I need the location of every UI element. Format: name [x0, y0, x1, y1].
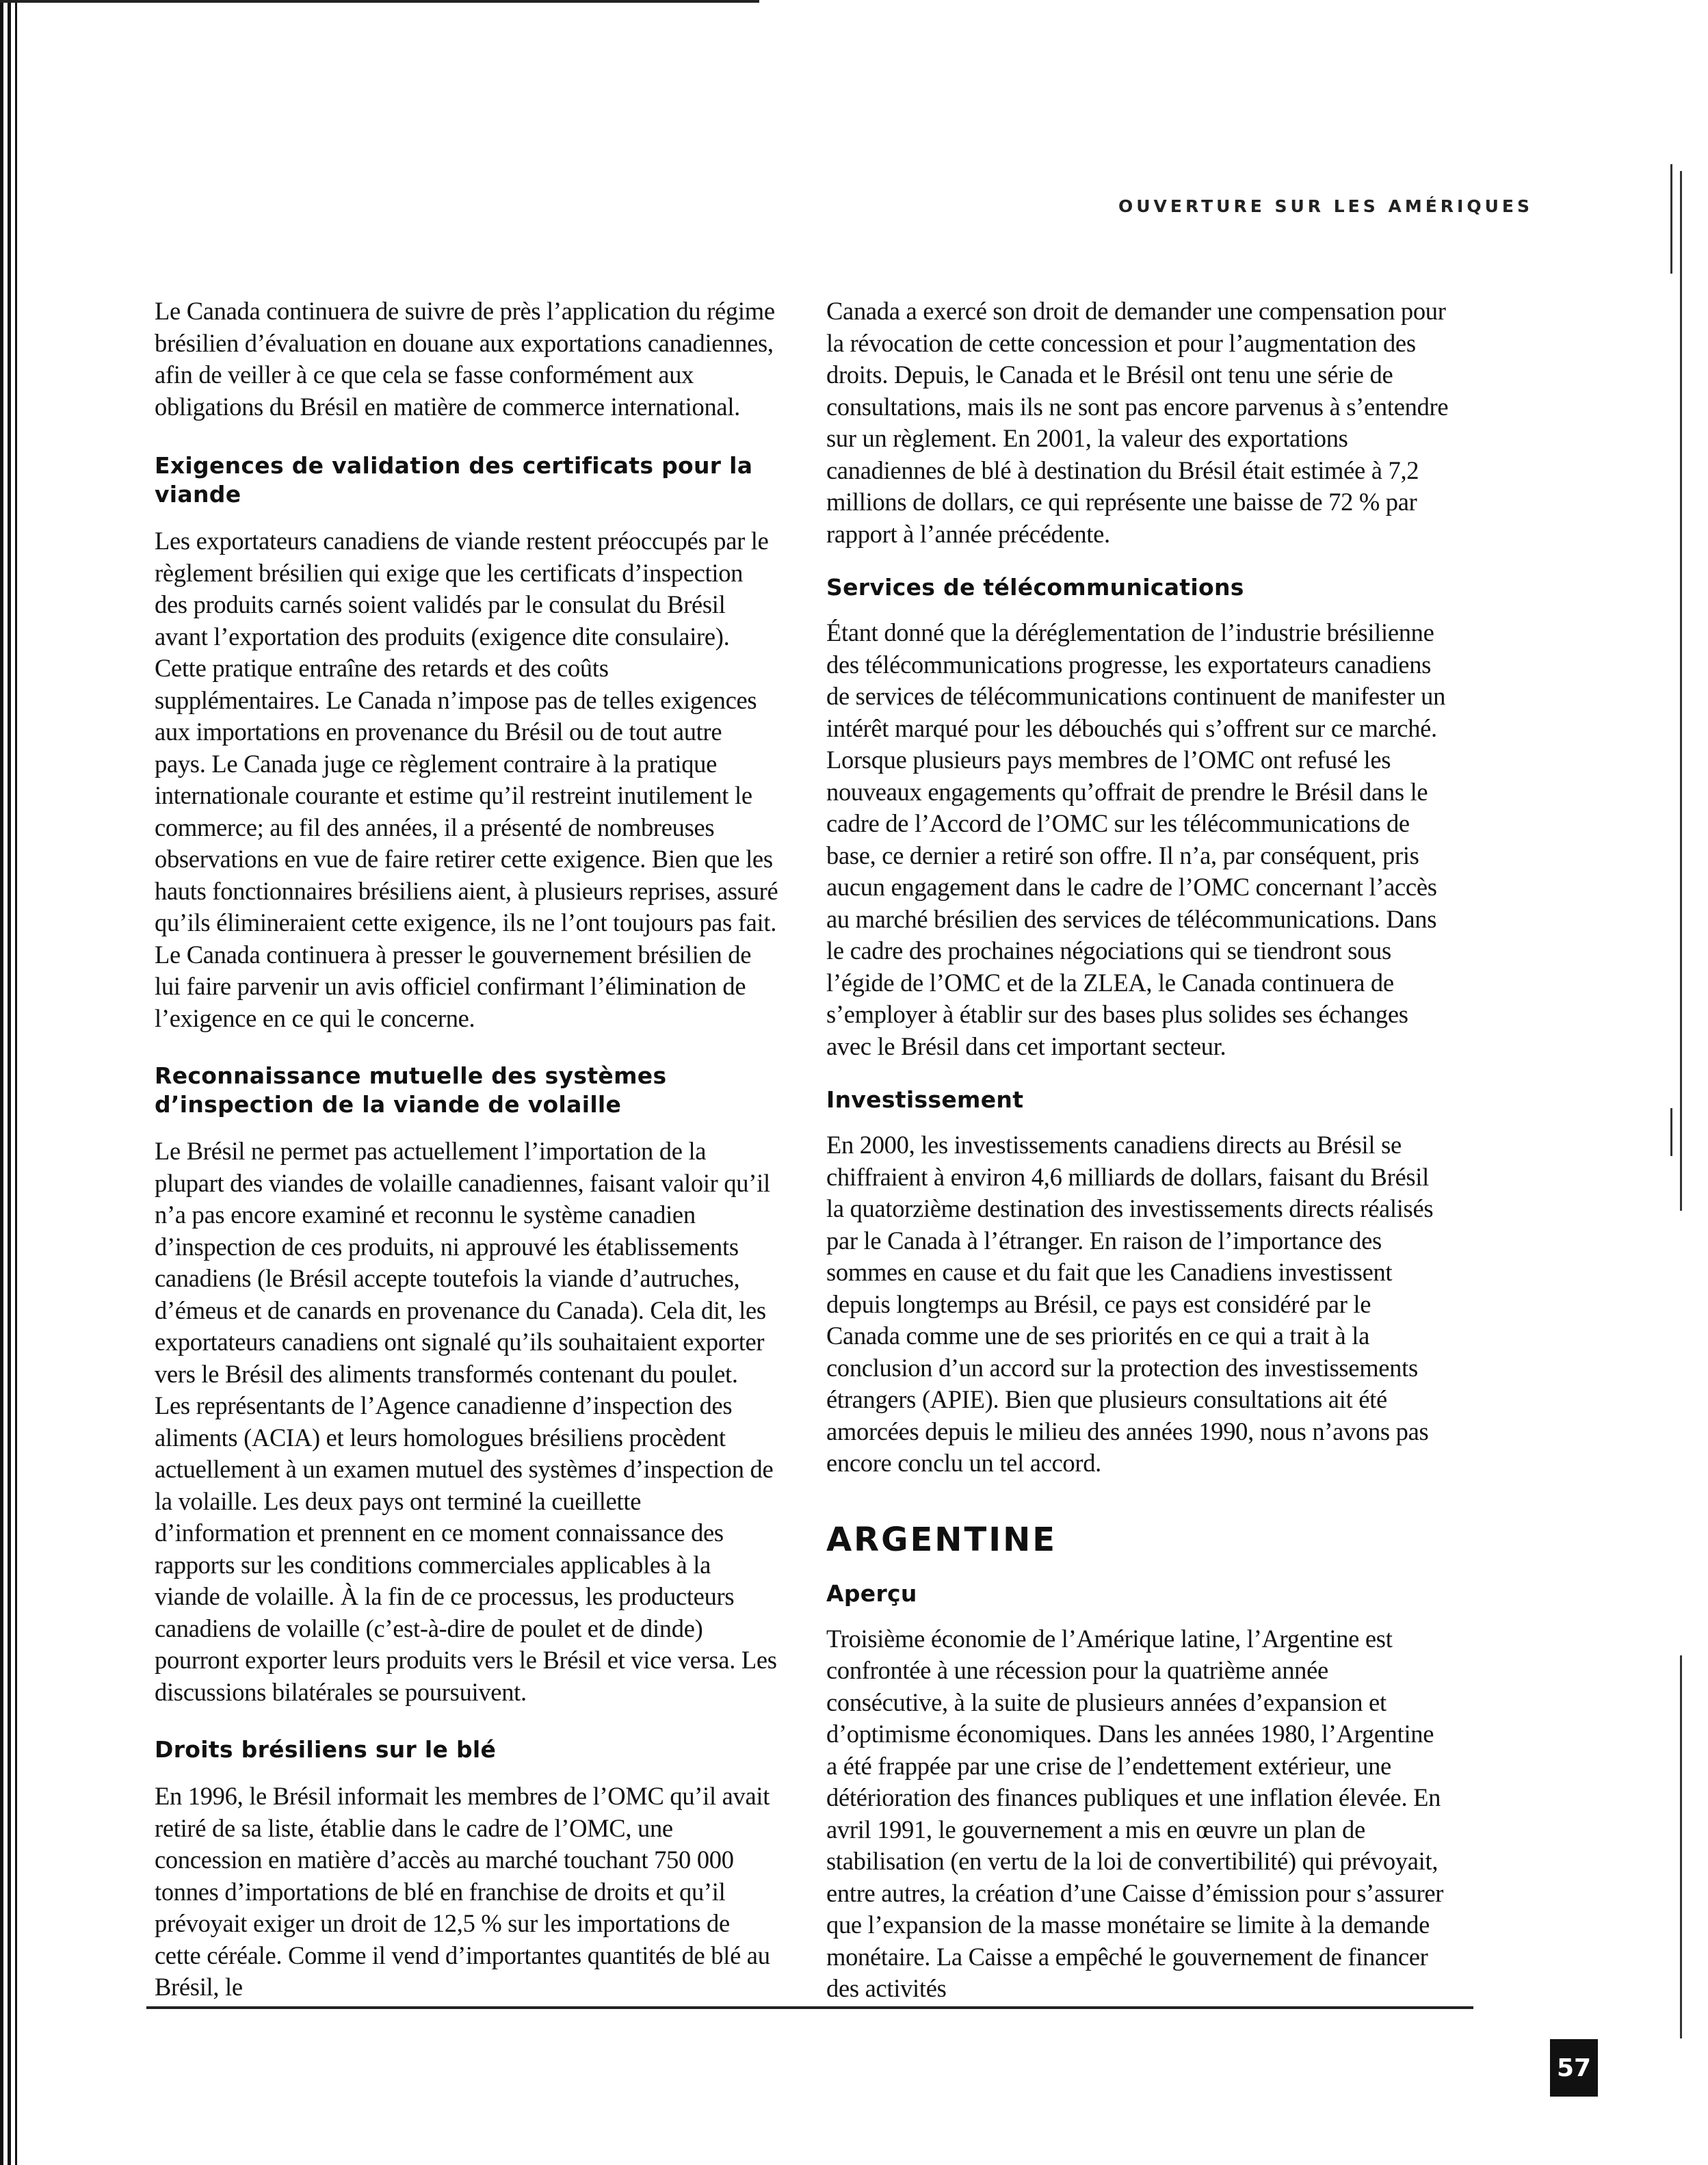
- heading-apercu: Aperçu: [826, 1579, 917, 1607]
- paragraph-apercu: Troisième économie de l’Amérique latine, l’Argentine est confrontée à une récession pour la quatrième année consécutive, à la suite de plusieurs années d’expansion et d’optimisme économiques. Dans les années 1980, l’Argentine a été frappée par une crise de l’endettement extérieur, une détérioration des finances publiques et une inflation élevée. En avril 1991, le gouvernement a mis en œuvre un plan de stabilisation (en vertu de la loi de convertibilité) qui prévoyait, entre autres, la création d’une Caisse d’émission pour s’assurer que l’expansion de la masse monétaire se limite à la demande monétaire. La Caisse a empêché le gouvernement de financer des activités: [826, 1624, 1444, 2002]
- running-head: OUVERTURE SUR LES AMÉRIQUES: [1118, 196, 1533, 216]
- heading-droits-ble: Droits brésiliens sur le blé: [155, 1736, 497, 1763]
- paragraph-droits-ble-suite: Canada a exercé son droit de demander une compensation pour la révocation de cette concession et pour l’augmentation des droits. Depuis, le Canada et le Brésil ont tenu une série de consultations, mais ils ne sont pas encore parvenus à s’entendre sur un règlement. En 2001, la valeur des exportations canadiennes de blé à destination du Brésil était estimée à 7,2 millions de dollars, ce qui représente une baisse de 72 % par rapport à l’année précédente.: [826, 297, 1449, 548]
- footer-rule: [146, 2006, 1473, 2009]
- paragraph-telecommunications: Étant donné que la déréglementation de l’industrie brésilienne des télécommunications progresse, les exportateurs canadiens de services de télécommunications continuent de manifester un intérêt marqué pour les débouchés qui s’offrent sur ce marché. Lorsque plusieurs pays membres de l’OMC ont refusé les nouveaux engagements qu’offrait de prendre le Brésil dans le cadre de l’Accord de l’OMC sur les télécommunications de base, ce dernier a retiré son offre. Il n’a, par conséquent, pris aucun engagement dans le cadre de l’OMC concernant l’accès au marché brésilien des services de télécommunications. Dans le cadre des prochaines négociations qui se tiendront sous l’égide de l’OMC et de la ZLEA, le Canada continuera de s’employer à établir sur des bases plus solides ses échanges avec le Brésil dans cet important secteur.: [826, 618, 1446, 1060]
- heading-certificats-viande: Exigences de validation des certificats pour la viande: [155, 452, 753, 508]
- heading-telecommunications: Services de télécommunications: [826, 574, 1244, 601]
- left-column: [155, 296, 778, 2004]
- paragraph-investissement: En 2000, les investissements canadiens directs au Brésil se chiffraient à environ 4,6 milliards de dollars, faisant du Brésil la quatorzième destination des investissements directs réalisés par le Canada à l’étranger. En raison de l’importance des sommes en cause et du fait que les Canadiens investissent depuis longtemps au Brésil, ce pays est considéré par le Canada comme une de ses priorités en ce qui a trait à la conclusion d’un accord sur la protection des investissements étrangers (APIE). Bien que plusieurs consultations ait été amorcées depuis le milieu des années 1990, nous n’avons pas encore conclu un tel accord.: [826, 1131, 1434, 1477]
- top-scan-rule: [0, 0, 759, 3]
- paragraph-inspection-volaille: Le Brésil ne permet pas actuellement l’importation de la plupart des viandes de volaille canadiennes, faisant valoir qu’il n’a pas encore examiné et reconnu le système canadien d’inspection de ces produits, ni approuvé les établissements canadiens (le Brésil accepte toutefois la viande d’autruches, d’émeus et de canards en provenance du Canada). Cela dit, les exportateurs canadiens ont signalé qu’ils souhaitaient exporter vers le Brésil des aliments transformés contenant du poulet. Les représentants de l’Agence canadienne d’inspection des aliments (ACIA) et leurs homologues brésiliens procèdent actuellement à un examen mutuel des systèmes d’inspection de la volaille. Les deux pays ont terminé la cueillette d’information et prennent en ce moment connaissance des rapports sur les conditions commerciales applicables à la viande de volaille. À la fin de ce processus, les producteurs canadiens de volaille (c’est-à-dire de poulet et de dinde) pourront exporter leurs produits vers le Brésil et vice versa. Les discussions bilatérales se poursuivent.: [155, 1137, 777, 1706]
- right-edge-marks: [1669, 164, 1690, 2045]
- page-number: 57: [1556, 2054, 1592, 2082]
- heading-investissement: Investissement: [826, 1086, 1024, 1113]
- right-column: [826, 296, 1450, 2005]
- heading-inspection-volaille: Reconnaissance mutuelle des systèmes d’inspection de la viande de volaille: [155, 1062, 667, 1118]
- paragraph-droits-ble: En 1996, le Brésil informait les membres de l’OMC qu’il avait retiré de sa liste, établie dans le cadre de l’OMC, une concession en matière d’accès au marché touchant 750 000 tonnes d’importations de blé en franchise de droits et qu’il prévoyait exiger un droit de 12,5 % sur les importations de cette céréale. Comme il vend d’importantes quantités de blé au Brésil, le: [155, 1782, 770, 2001]
- paragraph-certificats-viande: Les exportateurs canadiens de viande restent préoccupés par le règlement brésilien qui exige que les certificats d’inspection des produits carnés soient validés par le consulat du Brésil avant l’exportation des produits (exigence dite consulaire). Cette pratique entraîne des retards et des coûts supplémentaires. Le Canada n’impose pas de telles exigences aux importations en provenance du Brésil ou de tout autre pays. Le Canada juge ce règlement contraire à la pratique internationale courante et estime qu’il restreint inutilement le commerce; au fil des années, il a présenté de nombreuses observations en vue de faire retirer cette exigence. Bien que les hauts fonctionnaires brésiliens aient, à plusieurs reprises, assuré qu’ils élimineraient cette exigence, ils ne l’ont toujours pas fait. Le Canada continuera à presser le gouvernement brésilien de lui faire parvenir un avis officiel confirmant l’élimination de l’exigence en ce qui le concerne.: [155, 527, 778, 1032]
- paragraph-evaluation-douane: Le Canada continuera de suivre de près l’application du régime brésilien d’évaluation en douane aux exportations canadiennes, afin de veiller à ce que cela se fasse conformément aux obligations du Brésil en matière de commerce international.: [155, 297, 775, 421]
- section-title-argentine: ARGENTINE: [826, 1520, 1057, 1559]
- binding-edge: [0, 0, 21, 2165]
- page-number-box: [1550, 2039, 1598, 2097]
